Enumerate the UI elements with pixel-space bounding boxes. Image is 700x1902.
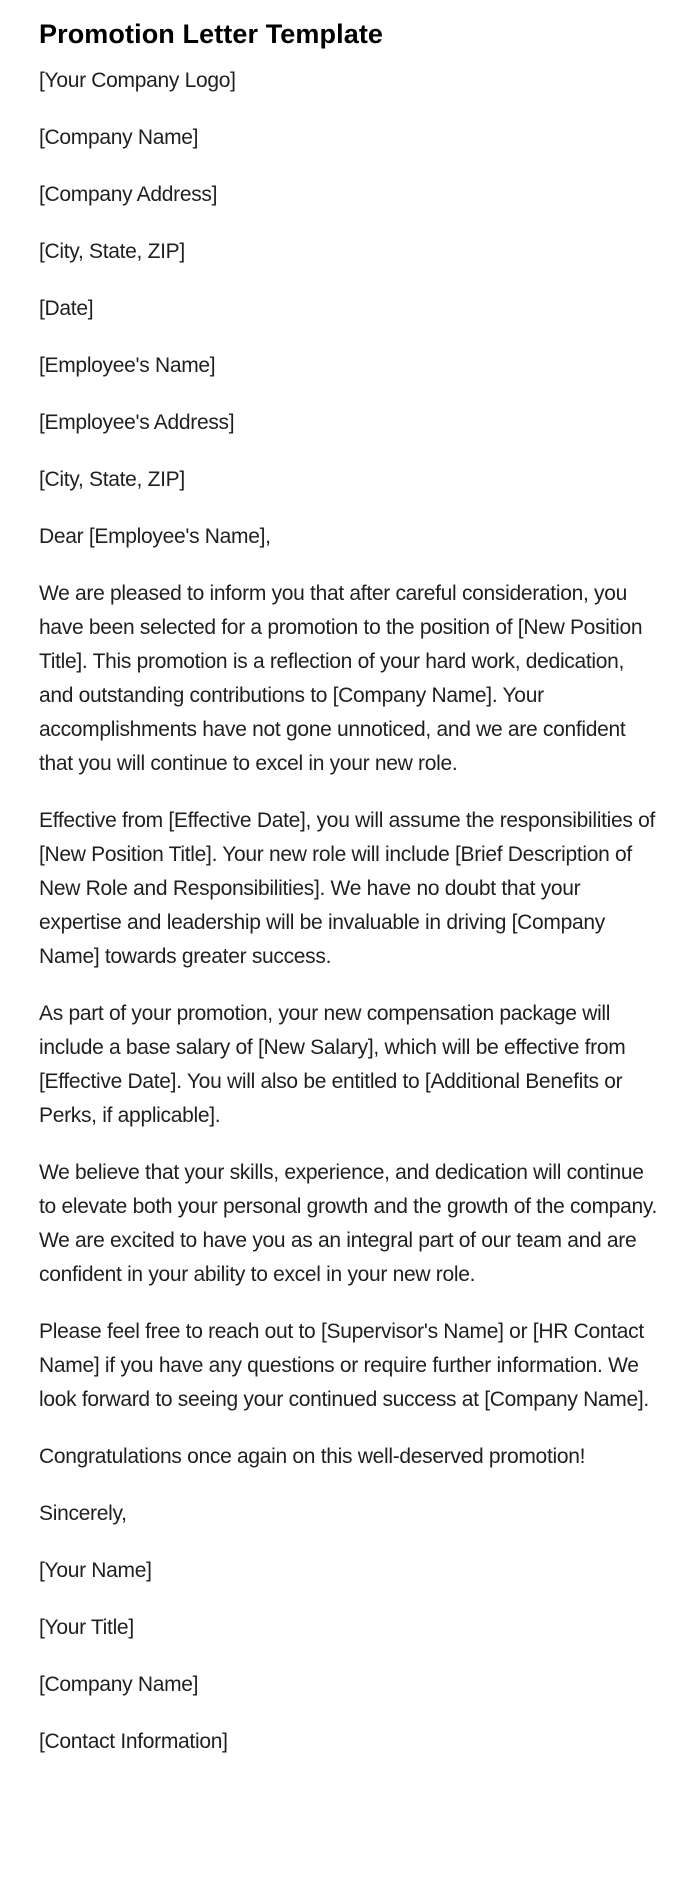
header-line-company-city-state-zip: [City, State, ZIP] <box>39 240 185 263</box>
signature-line-your-name: [Your Name] <box>39 1559 152 1582</box>
paragraph-promotion-announcement: We are pleased to inform you that after careful consideration, you have been selected for a promotion to the position of [New Position Title]. This promotion is a reflection of your hard work, dedication, and outstanding contributions to [Company Name]. Your accomplishments have not gone unnoticed, and we are confident that you will continue to excel in your new role. <box>39 582 643 775</box>
salutation: Dear [Employee's Name], <box>39 525 271 548</box>
closing-sincerely: Sincerely, <box>39 1502 127 1525</box>
header-line-employee-city-state-zip: [City, State, ZIP] <box>39 468 185 491</box>
page-title: Promotion Letter Template <box>39 19 384 49</box>
paragraph-contact-for-questions: Please feel free to reach out to [Supervisor's Name] or [HR Contact Name] if you have any questions or require further information. We look forward to seeing your continued success at [Company Name]. <box>39 1320 649 1411</box>
header-line-company-address: [Company Address] <box>39 183 218 206</box>
paragraph-congratulations: Congratulations once again on this well-deserved promotion! <box>39 1445 586 1468</box>
paragraph-confidence-in-growth: We believe that your skills, experience, and dedication will continue to elevate both your personal growth and the growth of the company. We are excited to have you as an integral part of our team and are confident in your ability to excel in your new role. <box>39 1161 658 1286</box>
header-line-company-name: [Company Name] <box>39 126 199 149</box>
signature-line-contact-information: [Contact Information] <box>39 1730 228 1753</box>
header-line-date: [Date] <box>39 297 94 320</box>
paragraph-compensation-package: As part of your promotion, your new compensation package will include a base salary of [New Salary], which will be effective from [Effective Date]. You will also be entitled to [Additional Benefits or Perks, if applicable]. <box>39 1002 626 1127</box>
header-line-company-logo: [Your Company Logo] <box>39 69 236 92</box>
signature-line-company-name: [Company Name] <box>39 1673 199 1696</box>
paragraph-effective-date-role: Effective from [Effective Date], you will assume the responsibilities of [New Position Title]. Your new role will include [Brief Description of New Role and Responsibilities]. We have no doubt that your expertise and leadership will be invaluable in driving [Company Name] towards greater success. <box>39 809 656 968</box>
header-line-employee-name: [Employee's Name] <box>39 354 216 377</box>
header-line-employee-address: [Employee's Address] <box>39 411 235 434</box>
signature-line-your-title: [Your Title] <box>39 1616 134 1639</box>
